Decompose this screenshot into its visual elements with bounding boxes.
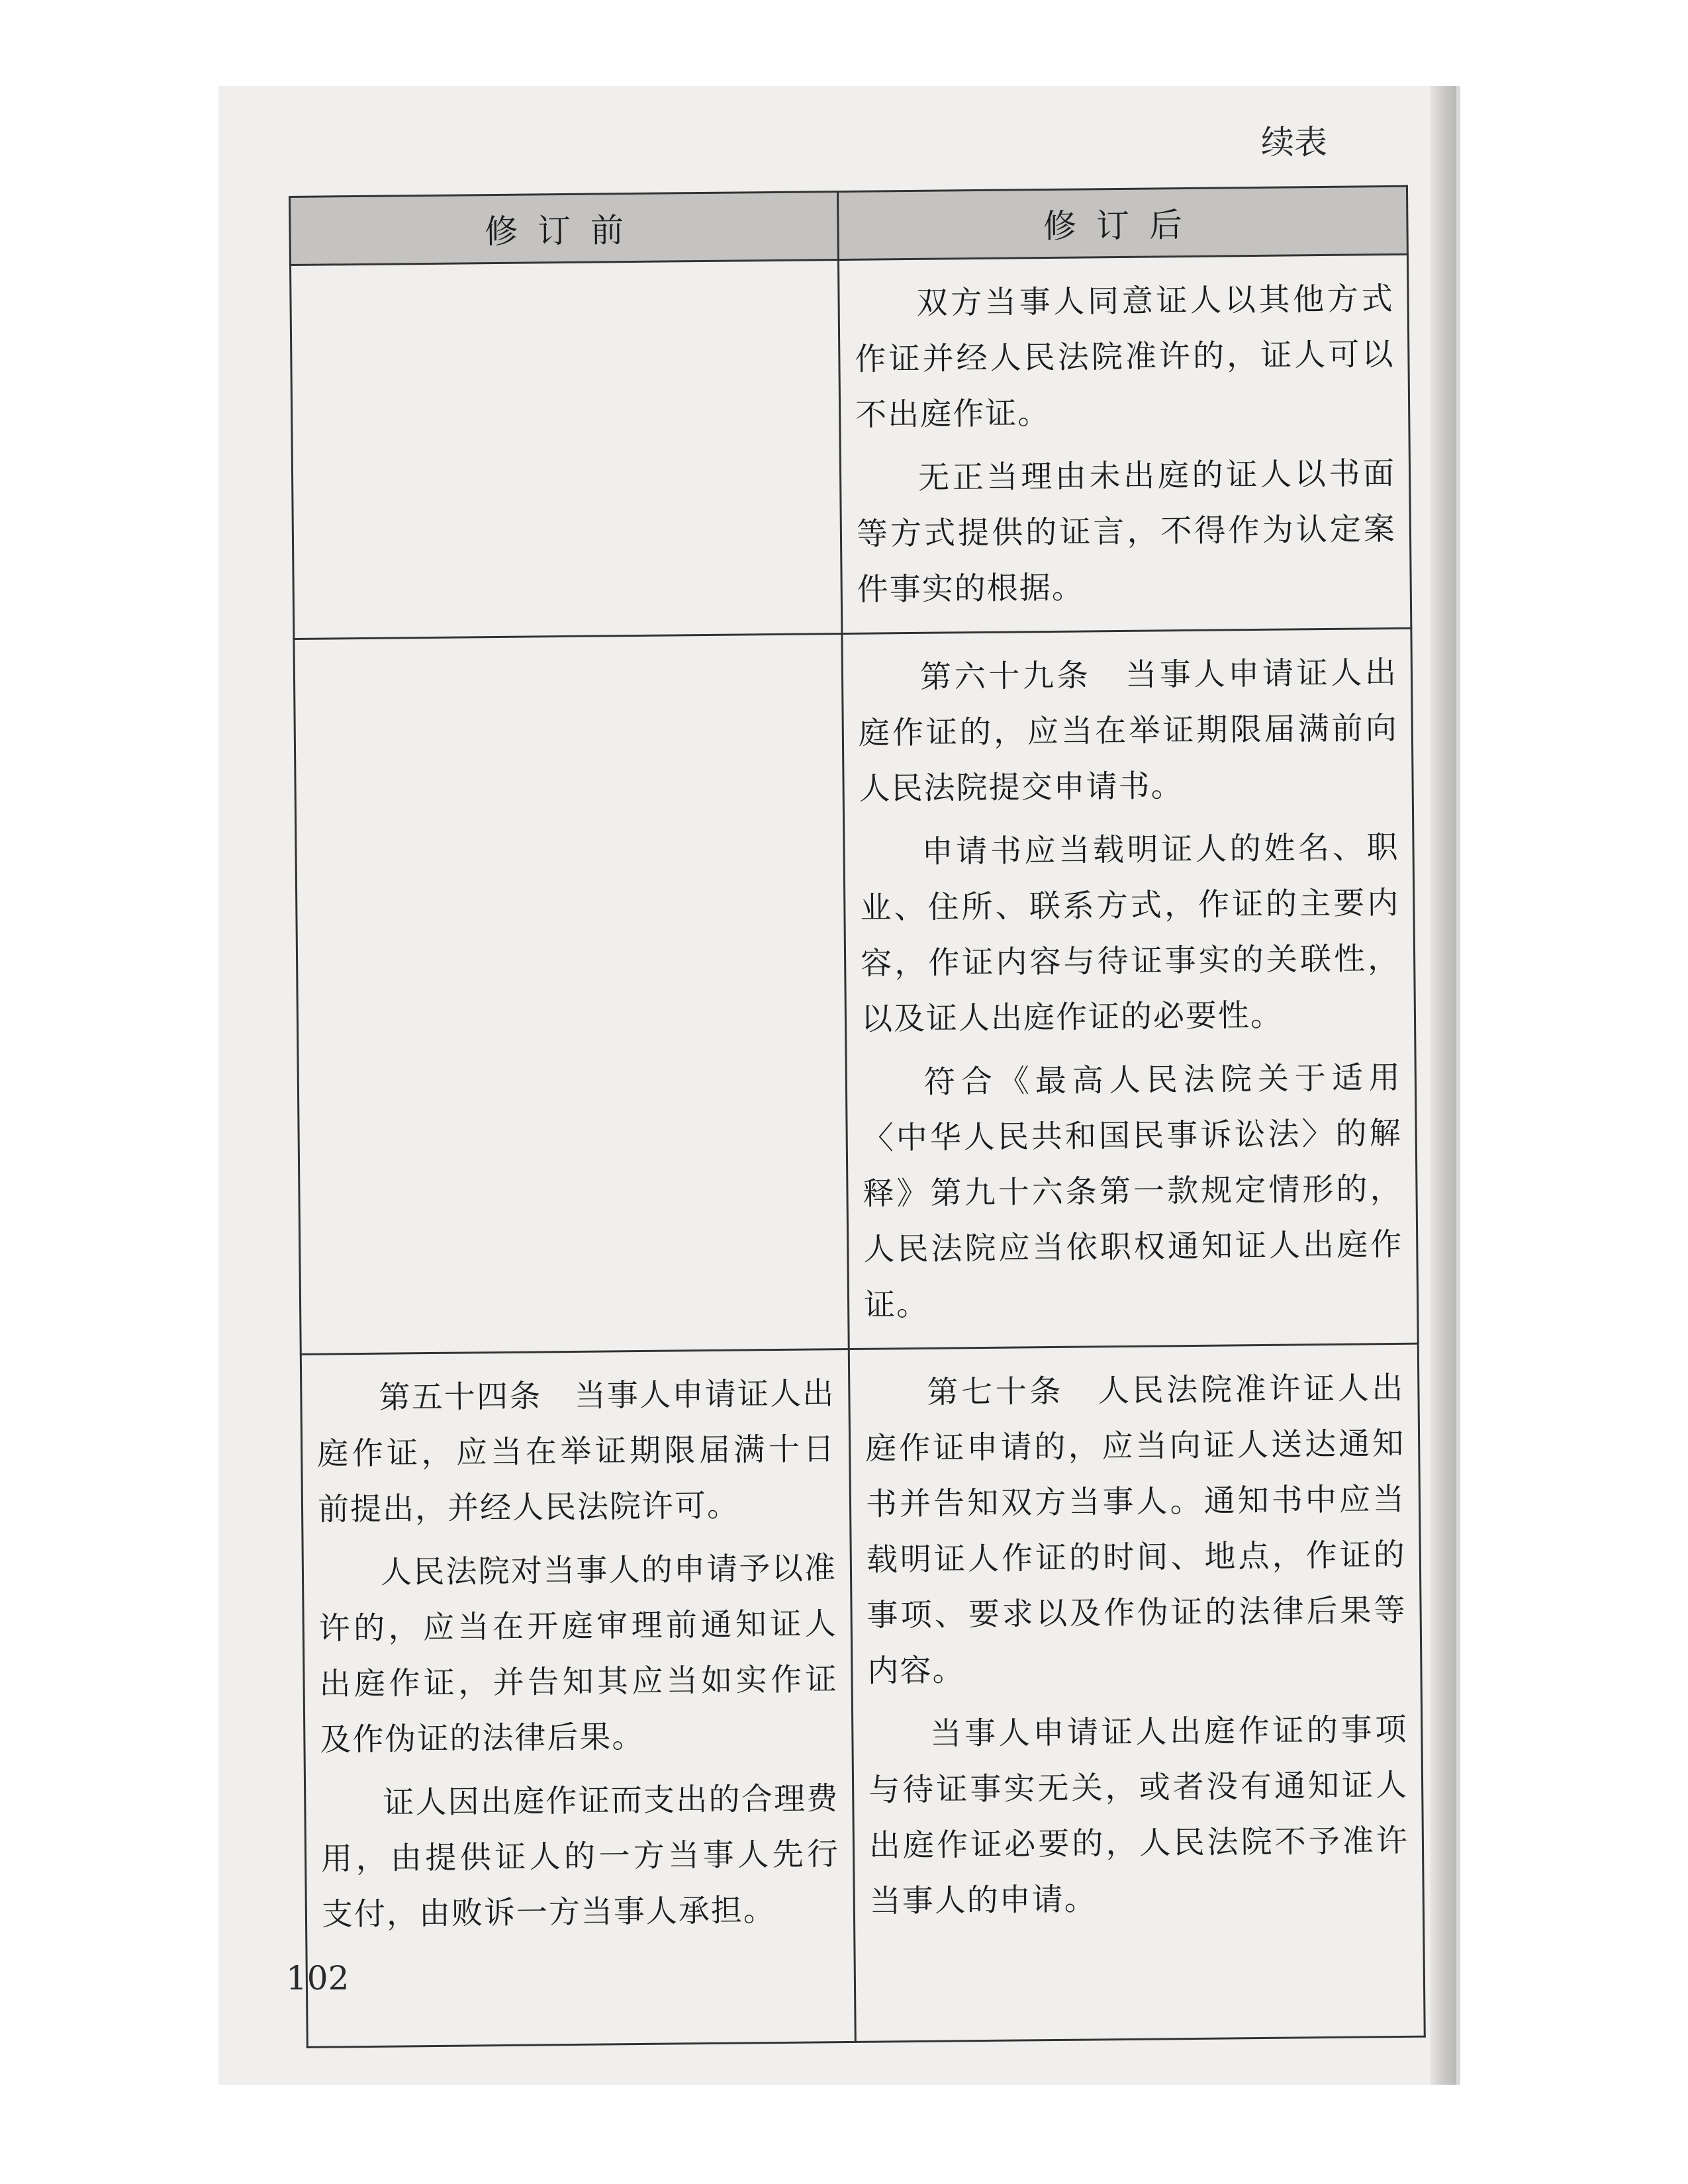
paragraph: 双方当事人同意证人以其他方式作证并经人民法院准许的，证人可以不出庭作证。 <box>855 280 1395 433</box>
paragraph: 符合《最高人民法院关于适用〈中华人民共和国民事诉讼法〉的解释》第九十六条第一款规定情形的，人民法院应当依职权通知证人出庭作证。 <box>862 1059 1403 1324</box>
paragraph: 第六十九条 当事人申请证人出庭作证的，应当在举证期限届满前向人民法院提交申请书。 <box>858 654 1399 807</box>
after-cell <box>849 1343 1425 2042</box>
book-spine-shadow <box>1430 86 1456 2085</box>
before-cell <box>291 260 842 639</box>
revision-comparison-table <box>289 185 1426 2048</box>
paragraph: 申请书应当载明证人的姓名、职业、住所、联系方式，作证的主要内容，作证内容与待证事实的关联性，以及证人出庭作证的必要性。 <box>860 829 1401 1038</box>
header-before-revision: 修订前 <box>290 192 839 265</box>
after-cell <box>842 628 1418 1349</box>
page-number: 102 <box>286 1959 350 1997</box>
paragraph: 第五十四条 当事人申请证人出庭作证，应当在举证期限届满十日前提出，并经人民法院许可。 <box>316 1375 836 1528</box>
bleed-through-text <box>306 277 824 282</box>
paragraph: 人民法院对当事人的申请予以准许的，应当在开庭审理前通知证人出庭作证，并告知其应当如实作证及作伪证的法律后果。 <box>318 1550 838 1758</box>
table-row <box>291 254 1411 639</box>
continued-table-label: 续表 <box>1261 123 1327 161</box>
before-cell <box>301 1349 855 2047</box>
table-header-row <box>290 186 1408 265</box>
before-cell <box>294 634 849 1355</box>
paragraph: 无正当理由未出庭的证人以书面等方式提供的证言，不得作为认定案件事实的根据。 <box>856 455 1397 608</box>
header-after-revision: 修订后 <box>837 186 1407 259</box>
paragraph: 第七十条 人民法院准许证人出庭作证申请的，应当向证人送达通知书并告知双方当事人。通知书中应当载明证人作证的时间、地点，作证的事项、要求以及作伪证的法律后果等内容。 <box>865 1369 1407 1690</box>
bleed-through-text <box>310 651 828 656</box>
table-row <box>294 628 1418 1354</box>
paragraph: 证人因出庭作证而支出的合理费用，由提供证人的一方当事人先行支付，由败诉一方当事人承担。 <box>320 1780 840 1933</box>
paragraph: 当事人申请证人出庭作证的事项与待证事实无关，或者没有通知证人出庭作证必要的，人民法院不予准许当事人的申请。 <box>868 1711 1409 1920</box>
table-row <box>301 1343 1425 2047</box>
after-cell <box>838 254 1411 633</box>
